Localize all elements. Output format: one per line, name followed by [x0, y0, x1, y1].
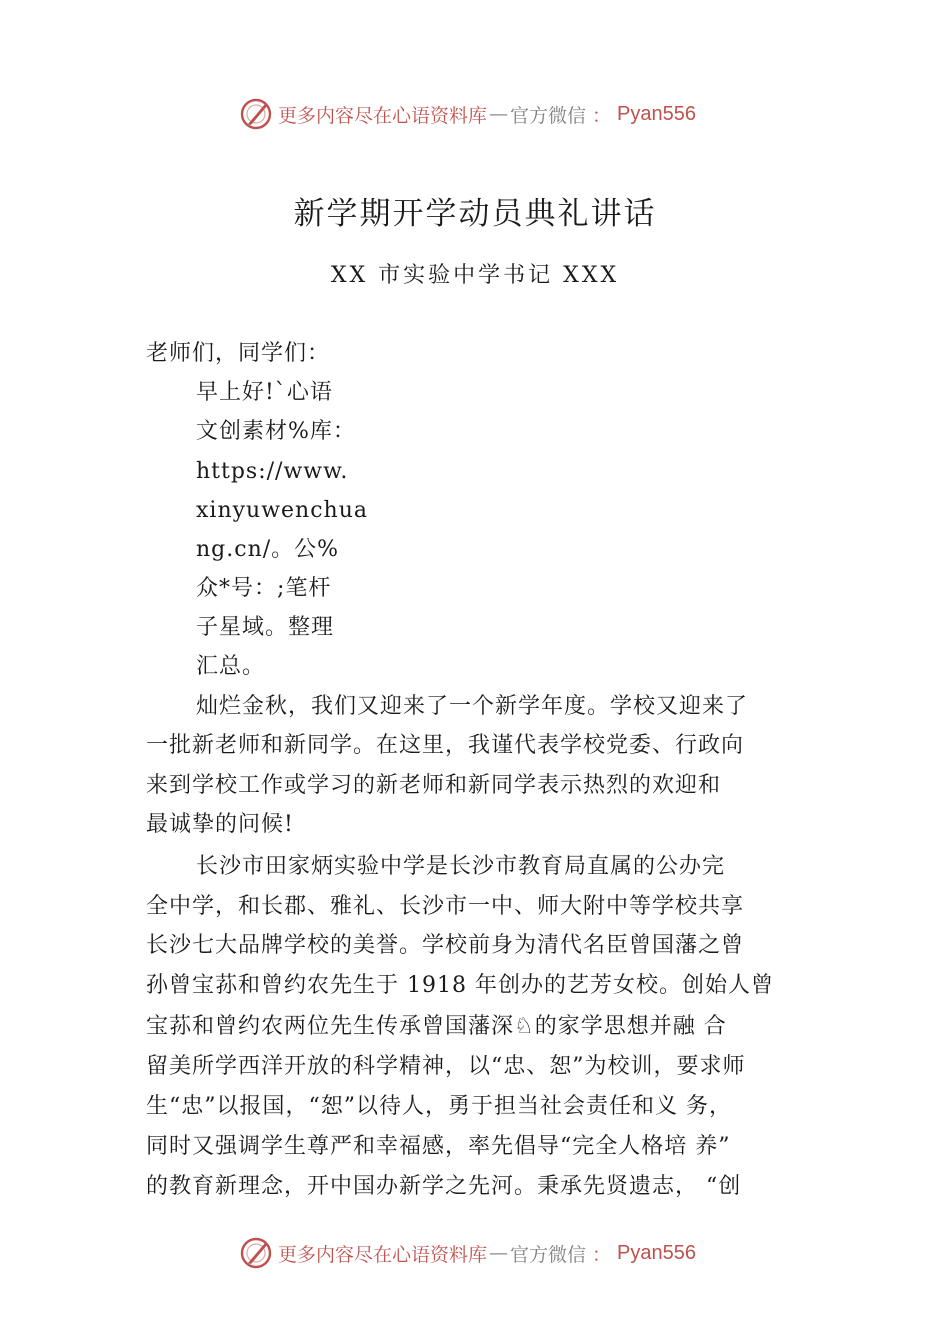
banner-lead-text: 更多内容尽在心语资料库: [278, 104, 488, 127]
paragraph2-line: 生“忠”以报国，“恕”以待人，勇于担当社会责任和义 务，: [146, 1094, 732, 1119]
banner-wechat-label: 官方微信: [510, 104, 587, 127]
paragraph2-line: 宝荪和曾约农两位先生传承曾国藩深♘的家学思想并融 合: [146, 1014, 727, 1039]
header-banner: [238, 94, 758, 134]
paragraph2-line: 留美所学西洋开放的科学精神，以“忠、恕”为校训，要求师: [146, 1054, 746, 1079]
short-line: 汇总。: [196, 654, 266, 679]
short-line: ng.cn/。公%: [196, 537, 340, 562]
quill-logo-icon: [238, 96, 274, 132]
banner-account: Pyan556: [617, 102, 697, 125]
document-title: 新学期开学动员典礼讲话: [293, 196, 657, 232]
paragraph1-line: 来到学校工作或学习的新老师和新同学表示热烈的欢迎和: [146, 773, 722, 798]
short-line: xinyuwenchua: [196, 498, 369, 523]
short-line: 早上好!`心语: [196, 380, 333, 405]
paragraph2-line: 的教育新理念，开中国办新学之先河。秉承先贤遗志， “创: [146, 1174, 742, 1199]
short-line: https://www.: [196, 459, 349, 484]
paragraph2-line: 长沙七大品牌学校的美誉。学校前身为清代名臣曾国藩之曾: [146, 933, 745, 958]
paragraph2-line: 全中学，和长郡、雅礼、长沙市一中、师大附中等学校共享: [146, 894, 745, 919]
document-author: XX 市实验中学书记 XXX: [330, 263, 620, 288]
greeting: 老师们，同学们：: [146, 341, 331, 366]
banner-dash: —: [489, 103, 509, 125]
banner-account: Pyan556: [617, 1241, 697, 1264]
paragraph1-line: 最诚挚的问候!: [146, 812, 294, 837]
paragraph1-line: 一批新老师和新同学。在这里，我谨代表学校党委、行政向: [146, 733, 745, 758]
paragraph2-line: 孙曾宝荪和曾约农先生于 1918 年创办的艺芳女校。创始人曾: [146, 973, 774, 998]
banner-wechat-label: 官方微信: [510, 1243, 587, 1266]
paragraph1-line: 灿烂金秋，我们又迎来了一个新学年度。学校又迎来了: [196, 694, 749, 719]
footer-banner: [238, 1233, 758, 1273]
paragraph2-line: 同时又强调学生尊严和幸福感，率先倡导“完全人格培 养”: [146, 1134, 731, 1159]
banner-colon: ：: [592, 104, 612, 127]
banner-colon: ：: [592, 1243, 612, 1266]
short-line: 众*号：;笔杆: [196, 576, 332, 601]
paragraph2-line: 长沙市田家炳实验中学是长沙市教育局直属的公办完: [196, 854, 726, 879]
short-line: 子星域。整理: [196, 615, 335, 640]
short-line: 文创素材%库：: [196, 419, 356, 444]
banner-dash: —: [489, 1242, 509, 1264]
banner-lead-text: 更多内容尽在心语资料库: [278, 1243, 488, 1266]
quill-logo-icon: [238, 1235, 274, 1271]
